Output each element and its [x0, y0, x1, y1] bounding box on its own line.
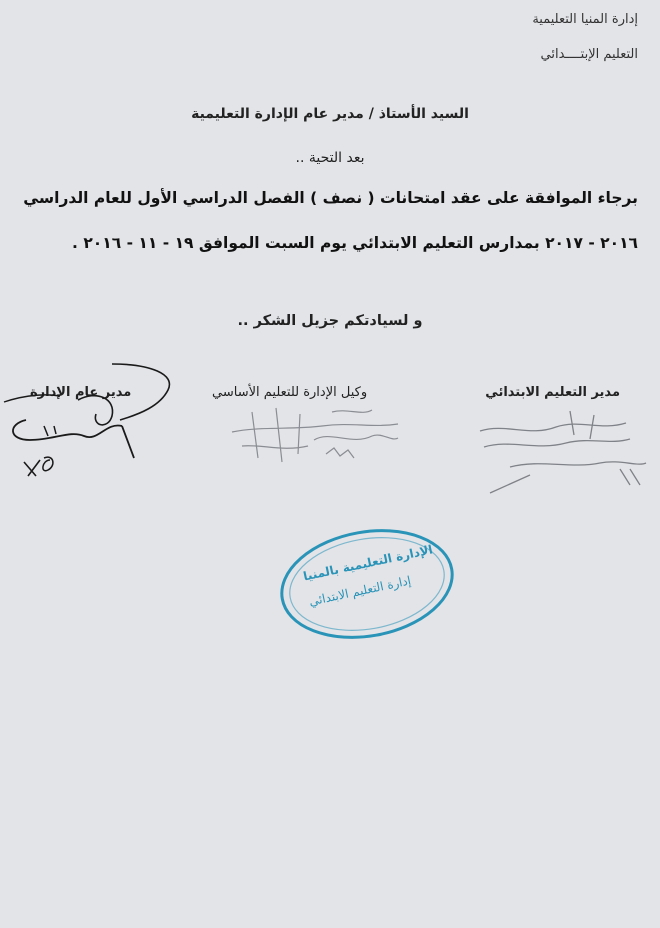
addressee-line: السيد الأستاذ / مدير عام الإدارة التعليمية — [191, 106, 469, 122]
body-line-2: ٢٠١٦ - ٢٠١٧ بمدارس التعليم الابتدائي يوم السبت الموافق ١٩ - ١١ - ٢٠١٦ . — [72, 234, 638, 252]
greeting-line: بعد التحية .. — [295, 150, 365, 166]
stamp-text-line2: إدارة التعليم الابتدائي — [307, 573, 413, 609]
signature-scribble-primary-director — [470, 405, 650, 500]
header-directorate: إدارة المنيا التعليمية — [532, 12, 638, 27]
closing-line: و لسيادتكم جزيل الشكر .. — [237, 313, 423, 329]
signature-title-general-director: مدير عام الإدارة — [30, 385, 132, 400]
signature-scribble-deputy — [222, 400, 402, 470]
signature-title-primary-director: مدير التعليم الابتدائي — [485, 385, 620, 400]
signature-scribble-general-director — [0, 360, 185, 490]
header-department: التعليم الإبتــــدائي — [540, 47, 638, 62]
body-line-1: برجاء الموافقة على عقد امتحانات ( نصف ) الفصل الدراسي الأول للعام الدراسي — [23, 189, 638, 207]
signature-title-deputy: وكيل الإدارة للتعليم الأساسي — [212, 385, 368, 400]
stamp-text-line1: الإدارة التعليمية بالمنيا — [301, 542, 434, 584]
